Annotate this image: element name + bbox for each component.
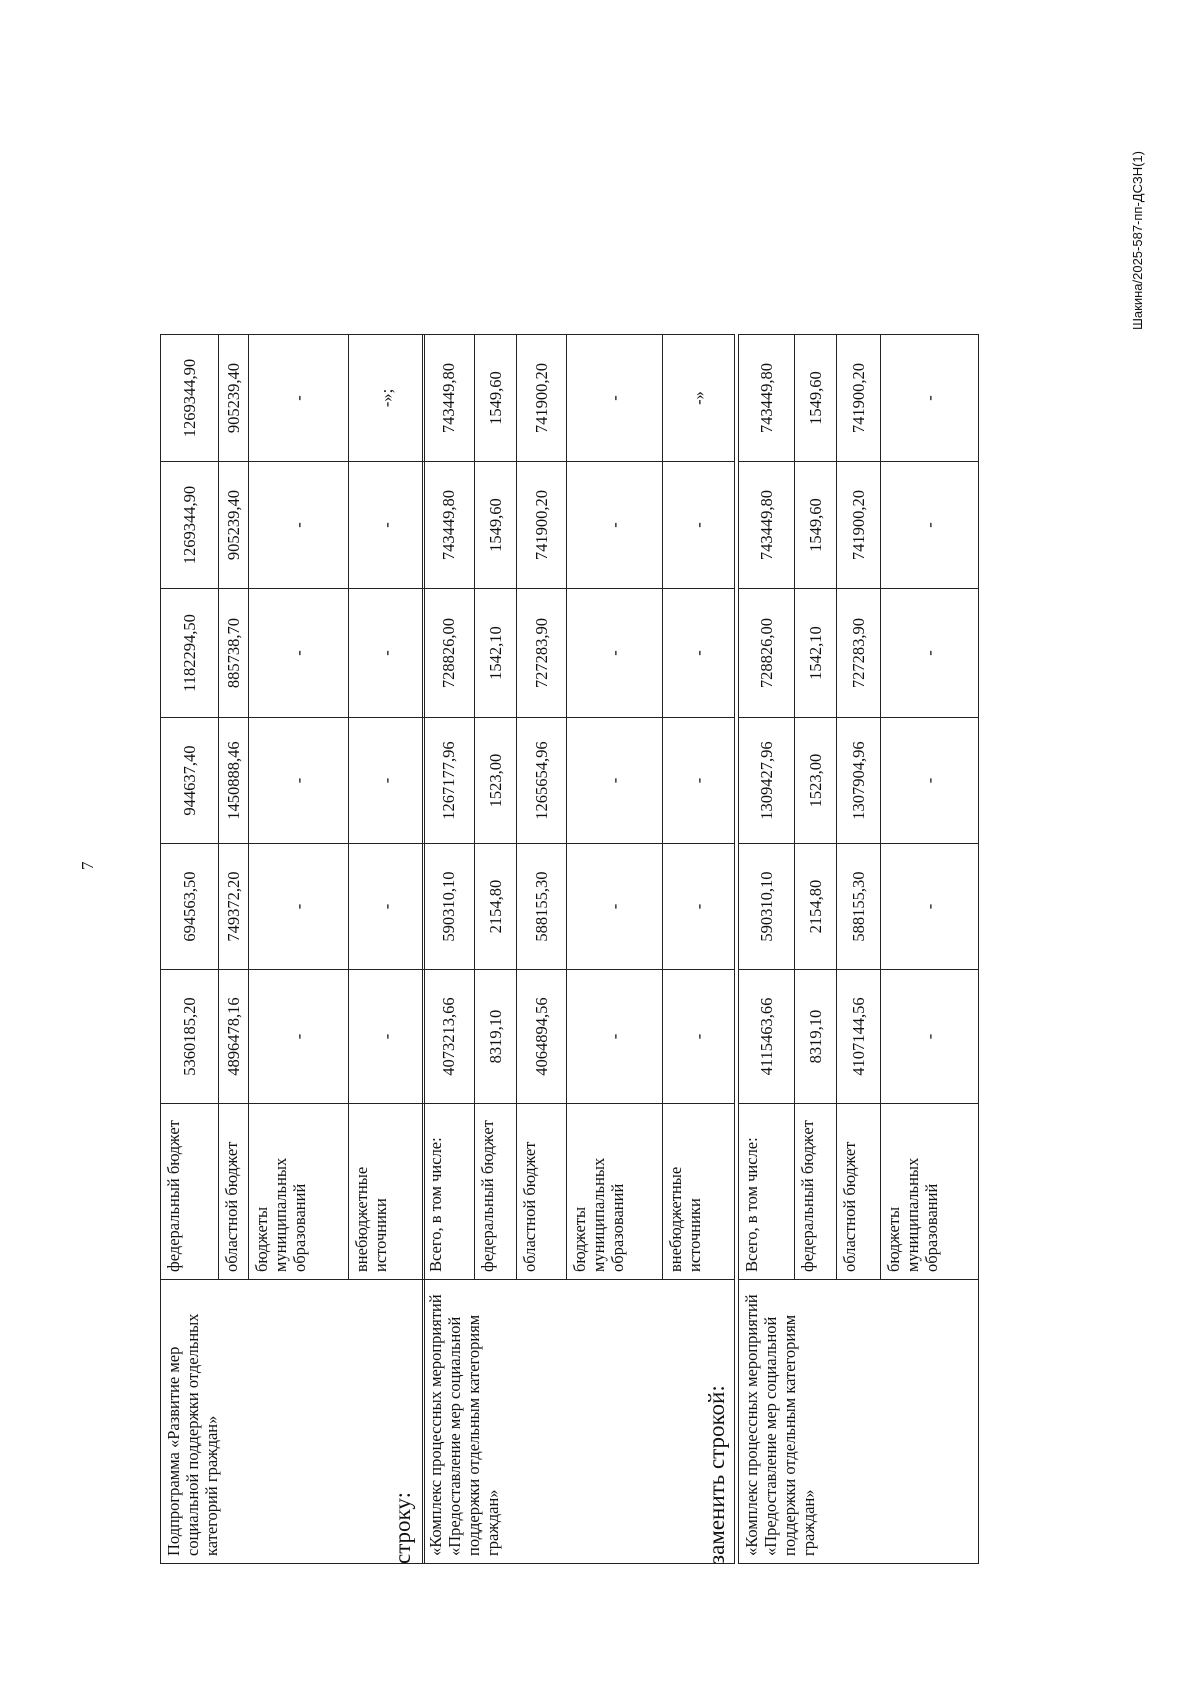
value-cell: 1549,60 (475, 335, 517, 462)
value-cell: 5360185,20 (161, 970, 219, 1104)
value-cell: 741900,20 (517, 462, 567, 589)
value-cell: 1523,00 (795, 718, 837, 844)
source-cell: Всего, в том числе: (423, 1104, 475, 1280)
source-cell: областной бюджет (517, 1104, 567, 1280)
source-cell: внебюджетные источники (349, 1104, 425, 1280)
source-cell: бюджеты муниципальных образований (881, 1104, 979, 1280)
value-cell: 905239,40 (219, 335, 249, 462)
value-cell: 4896478,16 (219, 970, 249, 1104)
value-cell: 694563,50 (161, 844, 219, 970)
value-cell: 743449,80 (423, 462, 475, 589)
value-cell: - (249, 462, 349, 589)
value-cell: - (881, 589, 979, 718)
value-cell: - (663, 970, 735, 1104)
value-cell: 743449,80 (423, 335, 475, 462)
value-cell: 741900,20 (837, 335, 881, 462)
value-cell: - (349, 718, 425, 844)
value-cell: - (249, 335, 349, 462)
value-cell: 885738,70 (219, 589, 249, 718)
value-cell: 1450888,46 (219, 718, 249, 844)
value-cell: 727283,90 (837, 589, 881, 718)
value-cell: - (663, 462, 735, 589)
value-cell: - (249, 844, 349, 970)
value-cell: - (567, 589, 663, 718)
value-cell: 944637,40 (161, 718, 219, 844)
value-cell: 1267177,96 (423, 718, 475, 844)
value-cell: 1269344,90 (161, 335, 219, 462)
value-cell: -» (663, 335, 735, 462)
value-cell: 4115463,66 (739, 970, 795, 1104)
program-name-cell: «Комплекс процессных мероприятий «Предоставление мер социальной поддержки отдельным категориям граждан» (739, 1280, 979, 1564)
value-cell: - (567, 718, 663, 844)
source-cell: бюджеты муниципальных образований (567, 1104, 663, 1280)
value-cell: 8319,10 (795, 970, 837, 1104)
budget-table-subprogram (160, 334, 425, 1564)
value-cell: 1309427,96 (739, 718, 795, 844)
value-cell: - (249, 718, 349, 844)
value-cell: 749372,20 (219, 844, 249, 970)
source-cell: Всего, в том числе: (739, 1104, 795, 1280)
value-cell: - (663, 589, 735, 718)
value-cell: - (881, 970, 979, 1104)
value-cell: 4073213,66 (423, 970, 475, 1104)
value-cell: 1549,60 (795, 335, 837, 462)
value-cell: 588155,30 (517, 844, 567, 970)
budget-table-original (422, 334, 735, 1564)
page-number: 7 (78, 861, 97, 870)
value-cell: - (567, 462, 663, 589)
value-cell: - (349, 970, 425, 1104)
table-row (423, 335, 475, 1564)
value-cell: - (881, 335, 979, 462)
source-cell: областной бюджет (219, 1104, 249, 1280)
value-cell: 1269344,90 (161, 462, 219, 589)
value-cell: 590310,10 (423, 844, 475, 970)
source-cell: бюджеты муниципальных образований (249, 1104, 349, 1280)
value-cell: - (663, 718, 735, 844)
table-row (161, 335, 219, 1564)
source-cell: федеральный бюджет (161, 1104, 219, 1280)
value-cell: 743449,80 (739, 462, 795, 589)
value-cell: - (567, 970, 663, 1104)
value-cell: - (349, 462, 425, 589)
value-cell: 743449,80 (739, 335, 795, 462)
program-name-cell: Подпрограмма «Развитие мер социальной поддержки отдельных категорий граждан» (161, 1280, 425, 1564)
value-cell: 1542,10 (475, 589, 517, 718)
source-cell: федеральный бюджет (475, 1104, 517, 1280)
value-cell: 4064894,56 (517, 970, 567, 1104)
value-cell: - (349, 844, 425, 970)
budget-table-replacement (738, 334, 979, 1564)
value-cell: - (881, 718, 979, 844)
source-cell: федеральный бюджет (795, 1104, 837, 1280)
value-cell: 741900,20 (837, 462, 881, 589)
table-row (739, 335, 795, 1564)
section-label-zamenit: заменить строкой: (704, 1385, 729, 1564)
value-cell: 590310,10 (739, 844, 795, 970)
value-cell: 1307904,96 (837, 718, 881, 844)
value-cell: 1542,10 (795, 589, 837, 718)
footer-document-code: Шакина/2025-587-пп-ДСЗН(1) (1130, 151, 1145, 330)
value-cell: 588155,30 (837, 844, 881, 970)
value-cell: -»; (349, 335, 425, 462)
value-cell: 728826,00 (739, 589, 795, 718)
value-cell: 2154,80 (475, 844, 517, 970)
value-cell: 727283,90 (517, 589, 567, 718)
value-cell: - (567, 844, 663, 970)
value-cell: - (249, 589, 349, 718)
value-cell: 741900,20 (517, 335, 567, 462)
value-cell: 8319,10 (475, 970, 517, 1104)
source-cell: областной бюджет (837, 1104, 881, 1280)
value-cell: 1549,60 (475, 462, 517, 589)
value-cell: - (349, 589, 425, 718)
source-cell: внебюджетные источники (663, 1104, 735, 1280)
value-cell: - (567, 335, 663, 462)
value-cell: 1549,60 (795, 462, 837, 589)
value-cell: 1523,00 (475, 718, 517, 844)
section-label-stroku: строку: (390, 1492, 415, 1564)
value-cell: 2154,80 (795, 844, 837, 970)
value-cell: 4107144,56 (837, 970, 881, 1104)
value-cell: - (881, 462, 979, 589)
value-cell: - (663, 844, 735, 970)
program-name-cell: «Комплекс процессных мероприятий «Предоставление мер социальной поддержки отдельным категориям граждан» (423, 1280, 735, 1564)
value-cell: 1182294,50 (161, 589, 219, 718)
value-cell: 905239,40 (219, 462, 249, 589)
value-cell: 1265654,96 (517, 718, 567, 844)
value-cell: 728826,00 (423, 589, 475, 718)
value-cell: - (881, 844, 979, 970)
value-cell: - (249, 970, 349, 1104)
